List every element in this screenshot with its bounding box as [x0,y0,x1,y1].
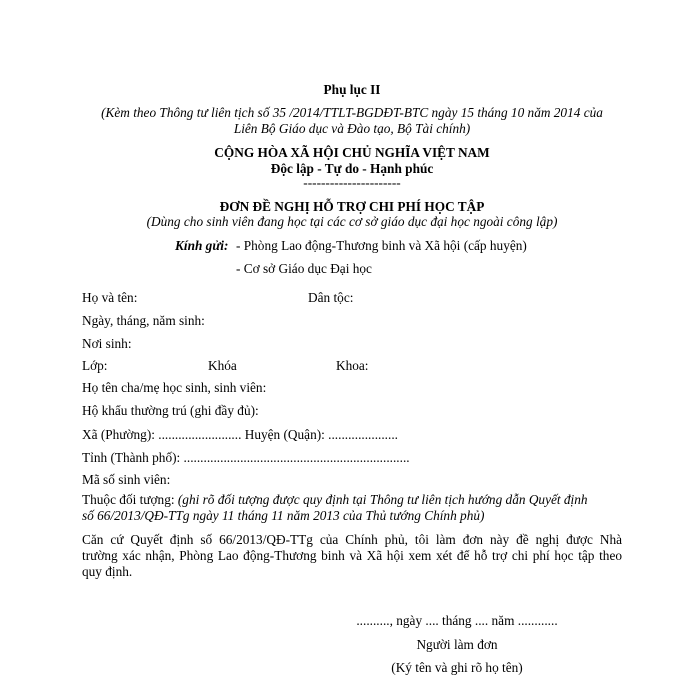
target-line-1 [82,492,622,508]
body-paragraph-line-3: quy định. [82,564,133,579]
appendix-note-line-1: (Kèm theo Thông tư liên tịch số 35 /2014/TTLT-BGDĐT-BTC ngày 15 tháng 10 năm 2014 của [101,105,603,120]
form-title: ĐƠN ĐỀ NGHỊ HỖ TRỢ CHI PHÍ HỌC TẬP [219,199,485,214]
recipient-2: - Cơ sở Giáo dục Đại học [236,261,372,276]
appendix-title: Phụ lục II [323,82,381,97]
recipient-label: Kính gửi: [175,238,229,253]
document-page [82,0,622,700]
field-province: Tỉnh (Thành phố): .................................................................... [82,450,410,465]
target-note-line-1: (ghi rõ đối tượng được quy định tại Thông tư liên tịch hướng dẫn Quyết định [177,492,588,507]
date-line: .........., ngày .... tháng .... năm ............ [356,613,558,628]
header-separator: ---------------------- [303,175,401,190]
field-full-name: Họ và tên: [82,290,138,305]
field-parent-name: Họ tên cha/mẹ học sinh, sinh viên: [82,380,267,395]
field-student-id: Mã số sinh viên: [82,472,171,487]
body-paragraph-text-1: Căn cứ Quyết định số 66/2013/QĐ-TTg của Chính phủ, tôi làm đơn này đề nghị được Nhà [82,532,622,547]
field-dob: Ngày, tháng, năm sinh: [82,313,205,328]
signer-title: Người làm đơn [416,637,498,652]
field-class: Lớp: [82,358,108,373]
recipient-1: - Phòng Lao động-Thương binh và Xã hội (cấp huyện) [236,238,527,253]
target-label: Thuộc đối tượng: [82,492,175,507]
target-note-line-2: số 66/2013/QĐ-TTg ngày 11 tháng 11 năm 2013 của Thủ tướng Chính phủ) [82,508,485,523]
body-paragraph-line-2 [82,548,622,564]
form-subtitle: (Dùng cho sinh viên đang học tại các cơ sở giáo dục đại học ngoài công lập) [146,214,558,229]
national-name: CỘNG HÒA XÃ HỘI CHỦ NGHĨA VIỆT NAM [214,145,490,160]
field-household: Hộ khẩu thường trú (ghi đầy đủ): [82,403,259,418]
appendix-note-line-2: Liên Bộ Giáo dục và Đào tạo, Bộ Tài chính) [233,121,471,136]
motto: Độc lập - Tự do - Hạnh phúc [270,161,434,176]
body-paragraph-text-2: trường xác nhận, Phòng Lao động-Thương binh và Xã hội xem xét để hỗ trợ chi phí học tập theo [82,548,622,563]
field-faculty: Khoa: [336,358,369,373]
field-course: Khóa [208,358,237,373]
signer-note: (Ký tên và ghi rõ họ tên) [391,660,523,675]
field-ethnicity: Dân tộc: [308,290,354,305]
field-birthplace: Nơi sinh: [82,336,132,351]
body-paragraph-line-1 [82,532,622,548]
field-commune: Xã (Phường): ......................... Huyện (Quận): ..................... [82,427,398,442]
